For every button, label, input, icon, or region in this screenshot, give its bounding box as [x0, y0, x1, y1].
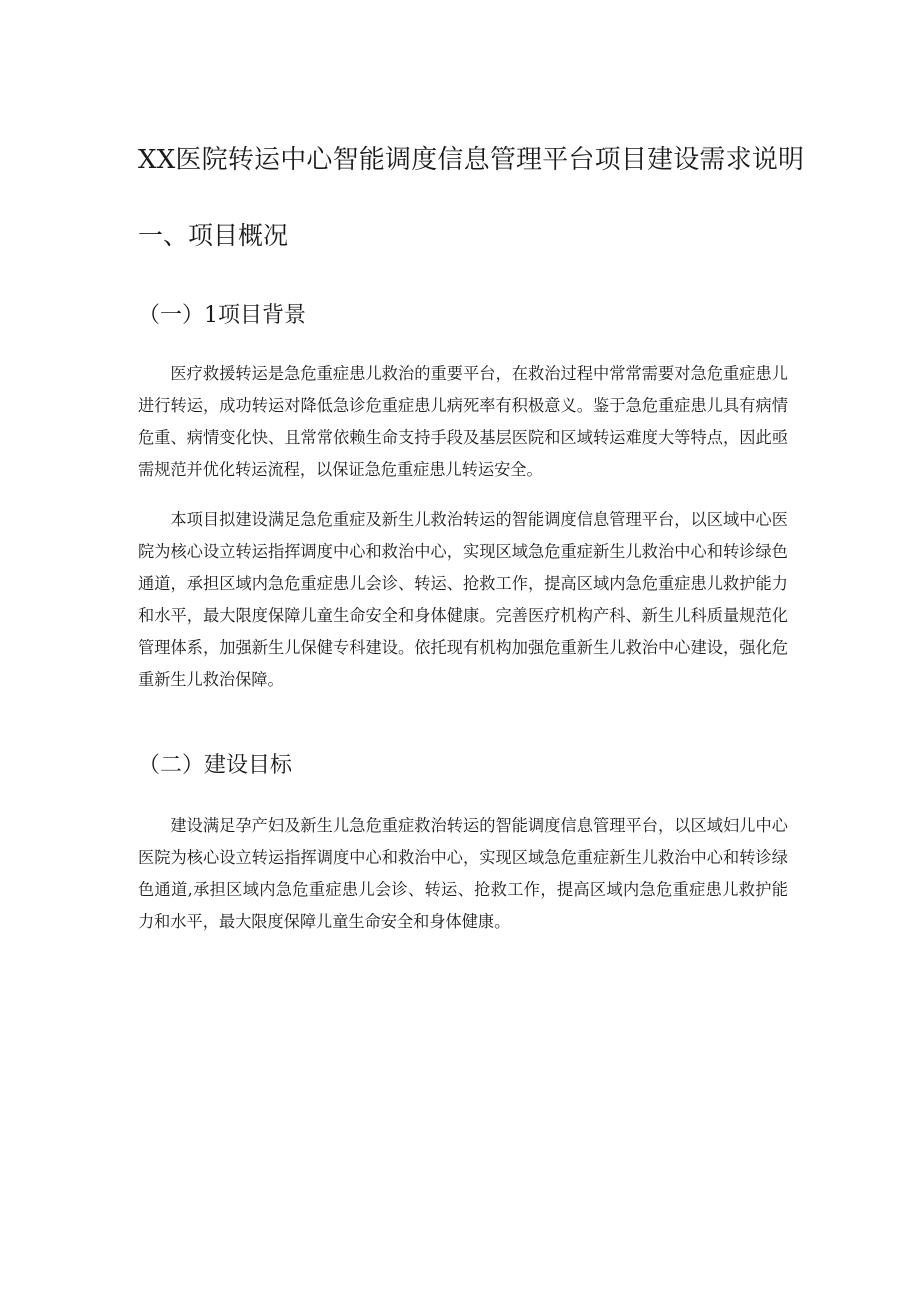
paragraph-background-2: 本项目拟建设满足急危重症及新生儿救治转运的智能调度信息管理平台，以区域中心医院为核心设立转运指挥调度中心和救治中心，实现区域急危重症新生儿救治中心和转诊绿色通道，承担区域内急危重症患儿会诊、转运、抢救工作，提高区域内急危重症患儿救护能力和水平，最大限度保障儿童生命安全和身体健康。完善医疗机构产科、新生儿科质量规范化管理体系，加强新生儿保健专科建设。依托现有机构加强危重新生儿救治中心建设，强化危重新生儿救治保障。 [138, 510, 788, 689]
section-heading-overview: 一、项目概况 [138, 221, 289, 250]
document-title: XX医院转运中心智能调度信息管理平台项目建设需求说明 [138, 145, 805, 175]
paragraph-goals-1: 建设满足孕产妇及新生儿急危重症救治转运的智能调度信息管理平台，以区域妇儿中心医院为核心设立转运指挥调度中心和救治中心，实现区域急危重症新生儿救治中心和转诊绿色通道,承担区域内急危重症患儿会诊、转运、抢救工作，提高区域内急危重症患儿救护能力和水平，最大限度保障儿童生命安全和身体健康。 [138, 816, 788, 931]
subsection-heading-goals: （二）建设目标 [138, 753, 293, 778]
subsection-heading-background: （一）1项目背景 [138, 303, 306, 328]
paragraph-background-1: 医疗救援转运是急危重症患儿救治的重要平台，在救治过程中常常需要对急危重症患儿进行转运，成功转运对降低急诊危重症患儿病死率有积极意义。鉴于急危重症患儿具有病情危重、病情变化快、且常常依赖生命支持手段及基层医院和区域转运难度大等特点，因此亟需规范并优化转运流程，以保证急危重症患儿转运安全。 [138, 364, 788, 479]
